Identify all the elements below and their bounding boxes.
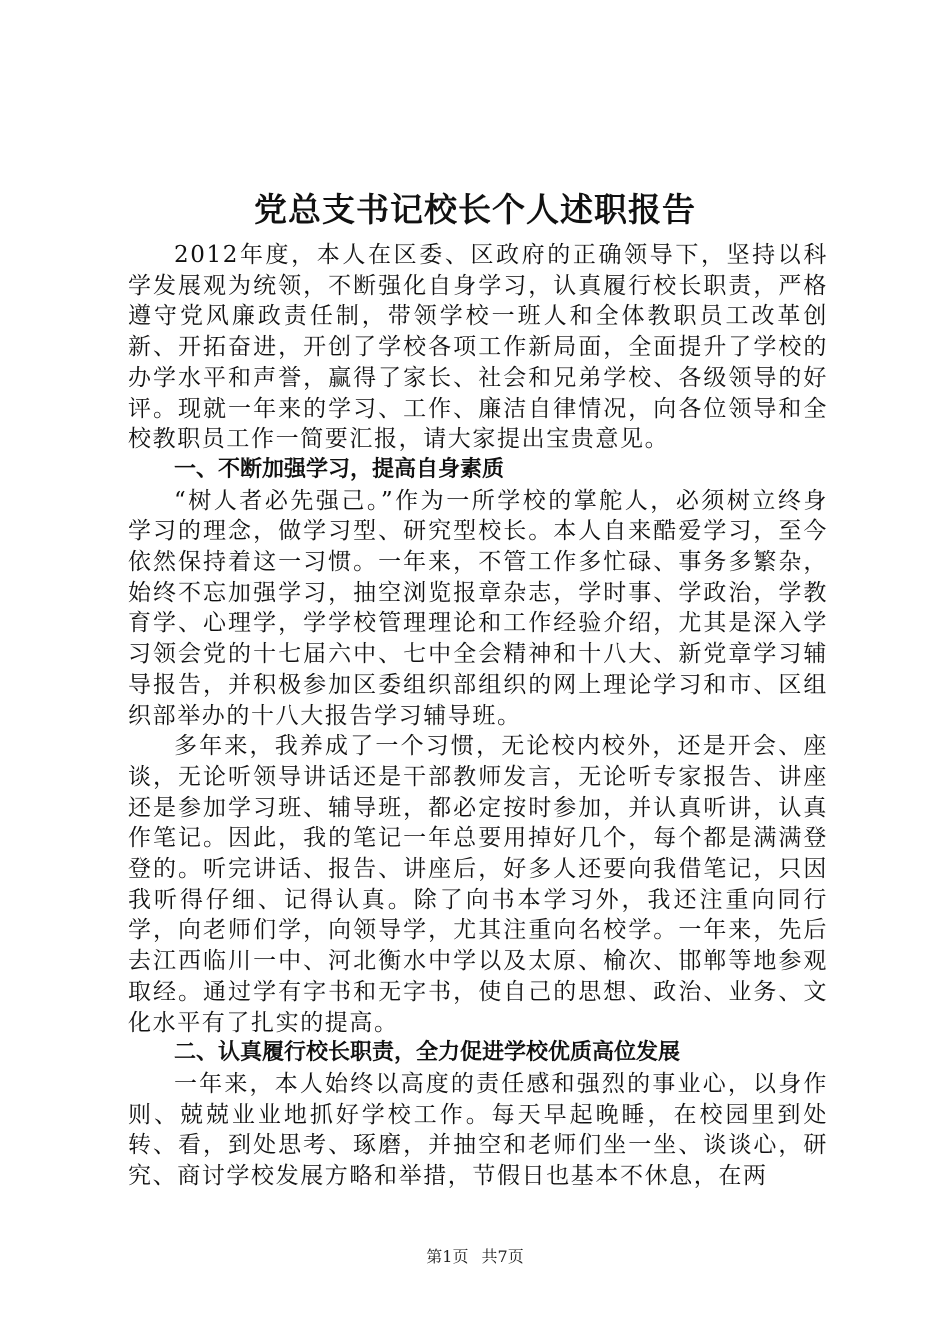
document-title: 党总支书记校长个人述职报告 bbox=[254, 190, 696, 229]
page-total: 共7页 bbox=[481, 1247, 524, 1266]
document-body bbox=[128, 240, 828, 1192]
section-1-heading: 一、不断加强学习，提高自身素质 bbox=[174, 456, 505, 482]
intro-paragraph: 2012年度，本人在区委、区政府的正确领导下，坚持以科学发展观为统领，不断强化自身学习，认真履行校长职责，严格遵守党风廉政责任制，带领学校一班人和全体教职员工改革创新、开拓奋进，开创了学校各项工作新局面，全面提升了学校的办学水平和声誉，赢得了家长、社会和兄弟学校、各级领导的好评。现就一年来的学习、工作、廉洁自律情况，向各位领导和全校教职员工作一简要汇报，请大家提出宝贵意见。 bbox=[128, 242, 828, 453]
page-footer bbox=[0, 1244, 950, 1267]
page-number: 第1页 bbox=[426, 1247, 469, 1266]
section-2-paragraph-1: 一年来，本人始终以高度的责任感和强烈的事业心，以身作则、兢兢业业地抓好学校工作。每天早起晚睡，在校园里到处转、看，到处思考、琢磨，并抽空和老师们坐一坐、谈谈心，研究、商讨学校发展方略和举措，节假日也基本不休息，在两 bbox=[128, 1070, 828, 1190]
section-1-paragraph-1: “树人者必先强己。”作为一所学校的掌舵人，必须树立终身学习的理念，做学习型、研究型校长。本人自来酷爱学习，至今依然保持着这一习惯。一年来，不管工作多忙碌、事务多繁杂，始终不忘加强学习，抽空浏览报章杂志，学时事、学政治，学教育学、心理学，学学校管理理论和工作经验介绍，尤其是深入学习领会党的十七届六中、七中全会精神和十八大、新党章学习辅导报告，并积极参加区委组织部组织的网上理论学习和市、区组织部举办的十八大报告学习辅导班。 bbox=[128, 487, 828, 729]
section-2-heading: 二、认真履行校长职责，全力促进学校优质高位发展 bbox=[174, 1040, 681, 1066]
section-1-paragraph-2: 多年来，我养成了一个习惯，无论校内校外，还是开会、座谈，无论听领导讲话还是干部教师发言，无论听专家报告、讲座还是参加学习班、辅导班，都必定按时参加，并认真听讲，认真作笔记。因此，我的笔记一年总要用掉好几个，每个都是满满登登的。听完讲话、报告、讲座后，好多人还要向我借笔记，只因我听得仔细、记得认真。除了向书本学习外，我还注重向同行学，向老师们学，向领导学，尤其注重向名校学。一年来，先后去江西临川一中、河北衡水中学以及太原、榆次、邯郸等地参观取经。通过学有字书和无字书，使自己的思想、政治、业务、文化水平有了扎实的提高。 bbox=[128, 733, 828, 1036]
